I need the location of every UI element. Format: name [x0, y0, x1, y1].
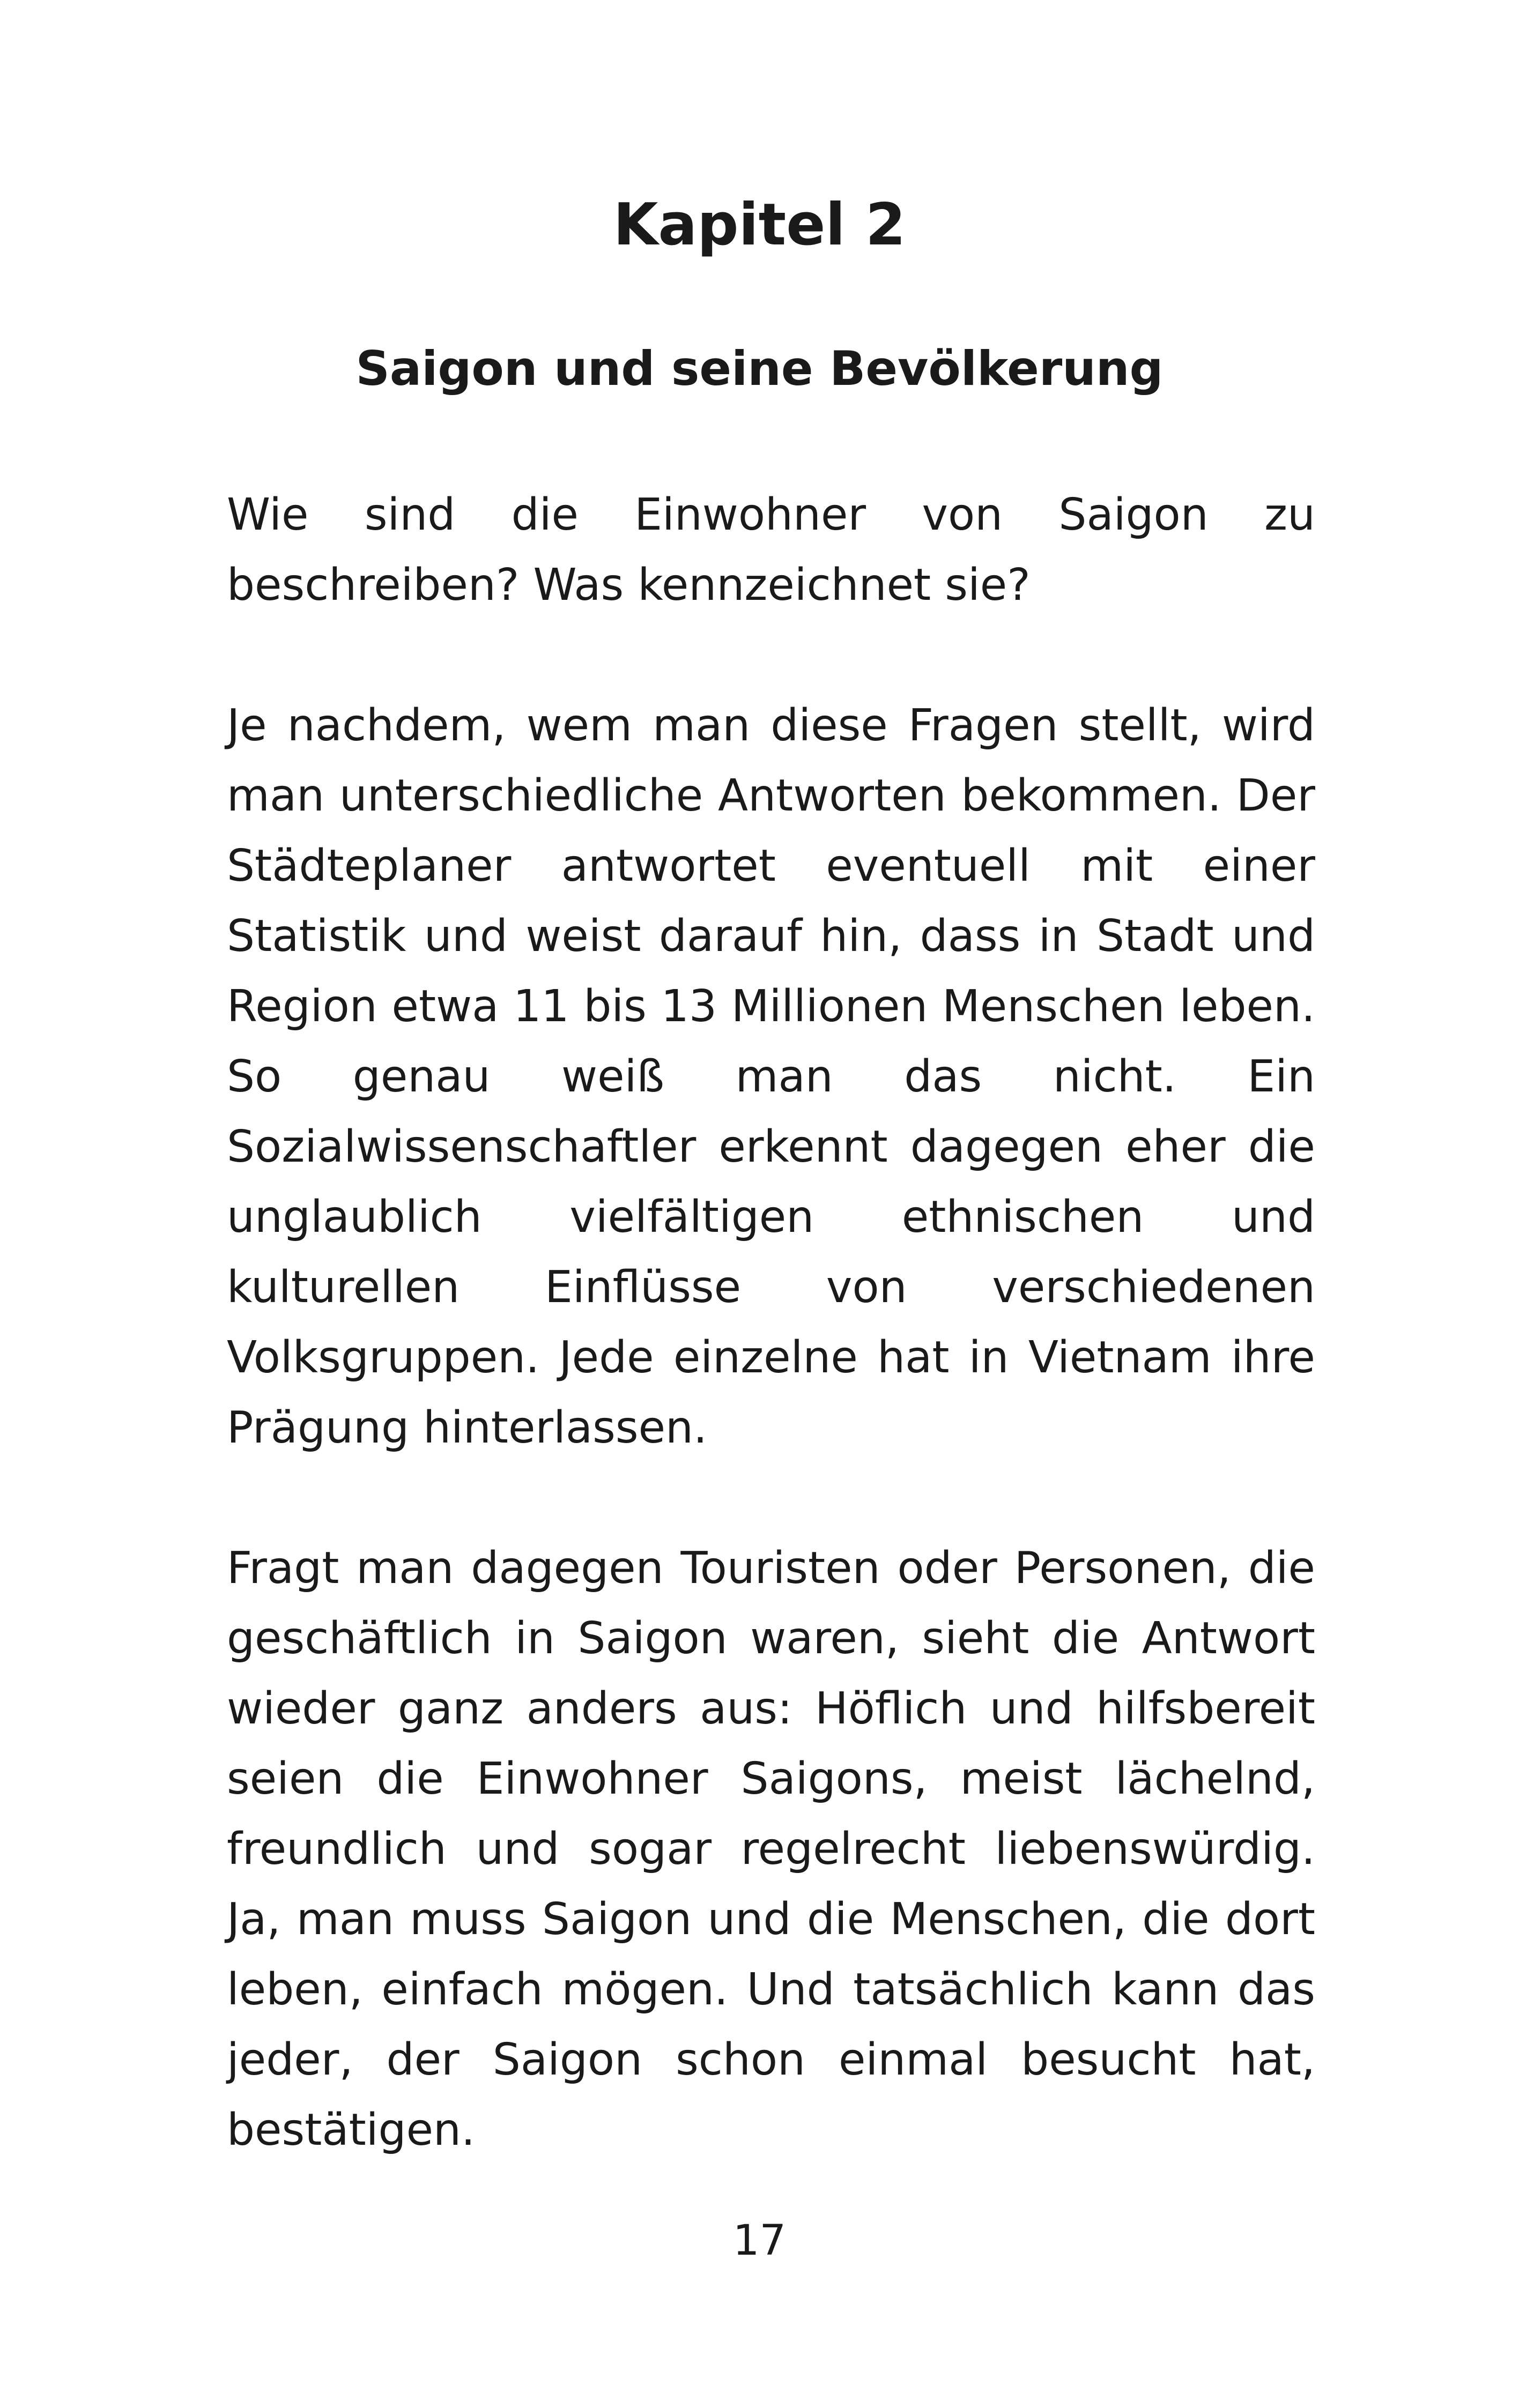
- paragraph: Je nachdem, wem man diese Fragen stellt, wird man unterschiedliche Antworten bekommen. Der Städteplaner antwortet eventuell mit einer Statistik und weist darauf hin, dass in Stadt und Region etwa 11 bis 13 Millionen Menschen leben. So genau weiß man das nicht. Ein Sozialwissenschaftler erkennt dagegen eher die unglaublich vielfältigen ethnischen und kulturellen Einflüsse von verschiedenen Volksgruppen. Jede einzelne hat in Vietnam ihre Prägung hinterlassen.: [227, 700, 1315, 1453]
- section-title: Saigon und seine Bevölkerung: [355, 341, 1164, 396]
- paragraph: Fragt man dagegen Touristen oder Personen, die geschäftlich in Saigon waren, sieht die Antwort wieder ganz anders aus: Höflich und hilfsbereit seien die Einwohner Saigons, meist lächelnd, freundlich und sogar regelrecht liebenswürdig. Ja, man muss Saigon und die Menschen, die dort leben, einfach mögen. Und tatsächlich kann das jeder, der Saigon schon einmal besucht hat, bestätigen.: [227, 1543, 1315, 2156]
- page-number: 17: [732, 2217, 787, 2265]
- chapter-title: Kapitel 2: [613, 191, 906, 258]
- body-text: [227, 480, 1315, 2235]
- paragraph: Wie sind die Einwohner von Saigon zu beschreiben? Was kennzeichnet sie?: [227, 489, 1315, 611]
